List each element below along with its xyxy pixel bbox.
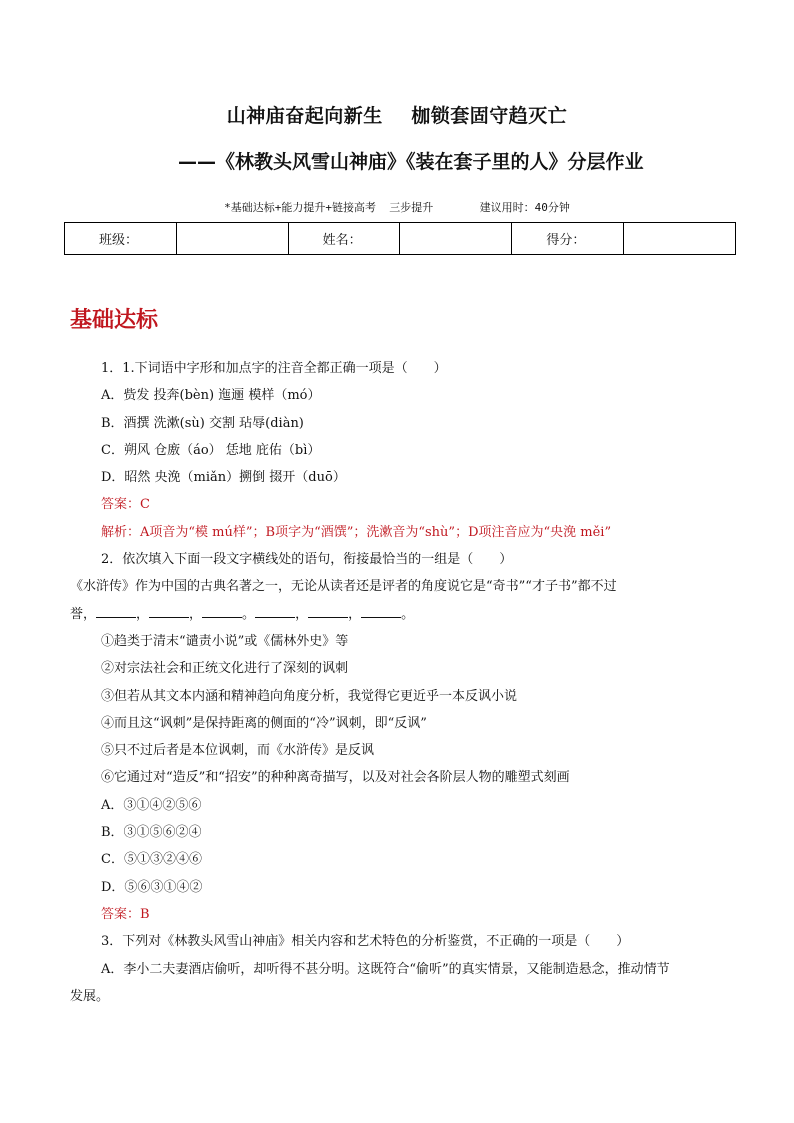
document-subtitle-title: ——《林教头风雪山神庙》《装在套子里的人》分层作业 — [178, 151, 644, 173]
class-label: 班级： — [65, 223, 177, 255]
study-guide-note: *基础达标+能力提升+链接高考 三步提升 建议用时：40分钟 — [224, 201, 570, 214]
q2-answer: 答案：B — [101, 906, 150, 922]
q1-analysis: 解析：A项音为“模 mú样”；B项字为“酒馔”；洗漱音为“shù”；D项注音应为“央浼 měi” — [101, 524, 612, 540]
q1-option-d: D．昭然 央浼（miǎn）搠倒 掇开（duō） — [101, 470, 346, 486]
q1-option-a: A．赀发 投奔(bèn) 迤逦 模样（mó） — [101, 388, 321, 404]
q1-stem: 1．1.下词语中字形和加点字的注音全都正确一项是（ ） — [101, 361, 447, 376]
score-label: 得分： — [512, 223, 624, 255]
q2-blank-1 — [96, 603, 136, 618]
q2-passage-prefix: 誉， — [70, 606, 97, 622]
q2-stem: 2．依次填入下面一段文字横线处的语句，衔接最恰当的一组是（ ） — [101, 552, 513, 568]
q2-option-c: C．⑤①③②④⑥ — [101, 852, 202, 868]
q2-blank-5 — [308, 603, 348, 618]
name-field[interactable] — [400, 223, 512, 255]
q2-blank-6 — [361, 603, 401, 618]
document-title: 山神庙奋起向新生 枷锁套固守趋灭亡 — [226, 105, 568, 127]
q2-item-3: ③但若从其文本内涵和精神趋向角度分析，我觉得它更近乎一本反讽小说 — [101, 688, 518, 704]
q2-passage-line2: 誉， ， ， 。 ， ， 。 — [70, 601, 729, 628]
q2-item-2: ②对宗法社会和正统文化进行了深刻的讽刺 — [101, 661, 349, 677]
q1-answer: 答案：C — [101, 497, 150, 513]
student-info-table — [64, 222, 736, 255]
q2-option-d: D．⑤⑥③①④② — [101, 879, 203, 895]
q2-blank-3 — [202, 603, 242, 618]
q2-option-a: A．③①④②⑤⑥ — [101, 797, 202, 813]
score-field[interactable] — [624, 223, 736, 255]
name-label: 姓名： — [288, 223, 400, 255]
q2-item-6: ⑥它通过对“造反”和“招安”的种种离奇描写，以及对社会各阶层人物的雕塑式刻画 — [101, 770, 570, 786]
q2-item-1: ①趋类于清末“谴责小说”或《儒林外史》等 — [101, 633, 349, 649]
q2-passage-line1: 《水浒传》作为中国的古典名著之一，无论从读者还是评者的角度说它是“奇书”“才子书”都不过 — [70, 579, 617, 595]
q1-option-c: C．朔风 仓廒（áo） 恁地 庇佑（bì） — [101, 442, 321, 458]
q2-item-5: ⑤只不过后者是本位讽刺，而《水浒传》是反讽 — [101, 743, 375, 759]
q2-blank-2 — [149, 603, 189, 618]
q2-blank-4 — [255, 603, 295, 618]
q2-option-b: B．③①⑤⑥②④ — [101, 825, 202, 841]
q2-item-4: ④而且这“讽刺”是保持距离的侧面的“冷”讽刺，即“反讽” — [101, 715, 427, 731]
class-field[interactable] — [176, 223, 288, 255]
section-heading: 基础达标 — [70, 308, 159, 333]
question-content — [70, 355, 729, 1010]
q3-stem: 3．下列对《林教头风雪山神庙》相关内容和艺术特色的分析鉴赏，不正确的一项是（ ） — [101, 934, 630, 950]
q3-option-a-line1: A．李小二夫妻酒店偷听，却听得不甚分明。这既符合“偷听”的真实情景，又能制造悬念，推动情节 — [101, 961, 670, 977]
q1-option-b: B．酒撰 洗漱(sù) 交割 玷辱(diàn) — [101, 415, 304, 431]
q3-option-a-line2: 发展。 — [70, 988, 110, 1004]
